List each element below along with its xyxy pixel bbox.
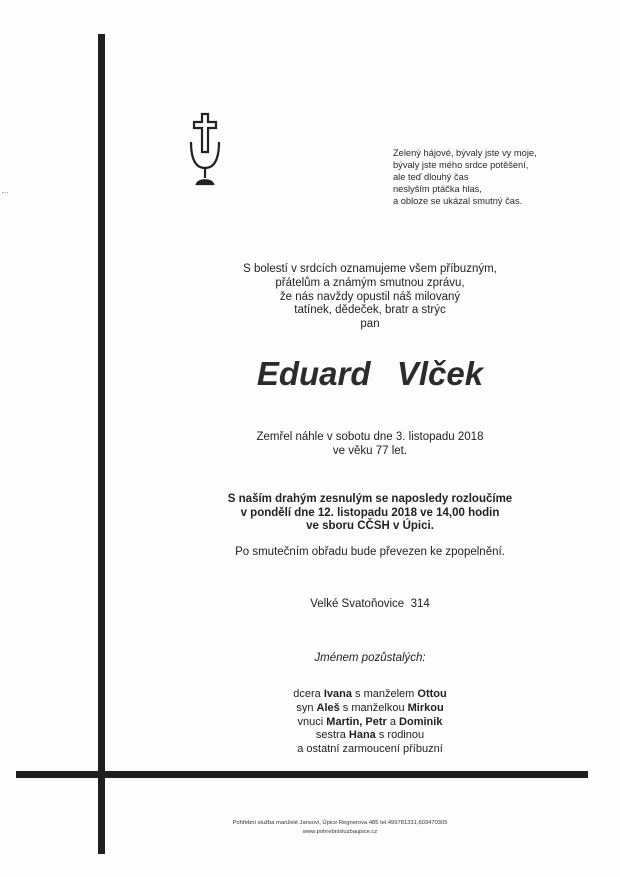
death-line: ve věku 77 let. — [332, 444, 408, 457]
mourner-name: Martin, Petr — [326, 715, 387, 728]
vertical-mourning-line — [98, 34, 105, 854]
relation: vnuci — [297, 715, 327, 728]
poem-line: bývaly jste mého srdce potěšení, — [393, 160, 529, 170]
relation: dcera — [293, 688, 324, 700]
intro-line: že nás navždy opustil náš milovaný — [279, 290, 461, 303]
intro-line: tatínek, dědeček, bratr a strýc — [294, 304, 446, 317]
death-info — [150, 431, 590, 459]
relation: s manželem — [351, 688, 418, 700]
death-line: Zemřel náhle v sobotu dne 3. listopadu 2018 — [256, 431, 484, 443]
mourner-line — [150, 702, 590, 716]
cremation-note: Po smutečním obřadu bude převezen ke zpopelnění. — [235, 546, 505, 558]
address: Velké Svatoňovice 314 — [310, 598, 430, 610]
relation: a — [386, 715, 400, 728]
poem-line: ale teď dlouhý čas — [393, 172, 469, 182]
mourner-name: Hana — [348, 729, 376, 742]
intro-line: přátelům a známým smutnou zprávu, — [275, 276, 465, 289]
farewell-line: ve sboru CČSH v Úpici. — [306, 520, 434, 532]
horizontal-mourning-line — [16, 771, 588, 778]
mourner-line — [150, 716, 590, 730]
announcement-intro — [150, 263, 590, 332]
mourner-line — [150, 729, 590, 743]
mourner-name: Ivana — [323, 688, 352, 700]
relation: s manželkou — [339, 701, 408, 714]
mourner-name: Mirkou — [407, 701, 444, 714]
scan-mark — [2, 192, 8, 197]
mourner-name: Aleš — [316, 701, 340, 714]
mourner-name: Dominik — [399, 715, 443, 728]
intro-line: S bolestí v srdcích oznamujeme všem příbuzným, — [243, 263, 497, 275]
mourner-name: Ottou — [417, 688, 447, 700]
relation: s rodinou — [375, 729, 425, 742]
relation: syn — [296, 701, 317, 714]
poem — [393, 147, 537, 207]
chalice-cross-icon — [188, 112, 222, 188]
on-behalf-heading: Jménem pozůstalých: — [314, 652, 426, 664]
poem-line: Zelený hájové, bývaly jste vy moje, — [393, 148, 537, 158]
funeral-service-footer — [150, 819, 530, 837]
footer-line: Pohřební služba manželé Jansovi, Úpice Regnerova 485 tel.499781331,603470305 — [232, 820, 448, 826]
footer-website: www.pohrebnisluzbaupice.cz — [302, 829, 378, 835]
mourners-list — [150, 688, 590, 757]
farewell-line: v pondělí dne 12. listopadu 2018 ve 14,00 hodin — [240, 506, 500, 519]
mourner-line — [150, 688, 590, 702]
mourner-line: a ostatní zarmoucení příbuzní — [297, 743, 443, 756]
poem-line: neslyším ptáčka hlas, — [393, 184, 482, 194]
deceased-name: Eduard Vlček — [256, 355, 484, 392]
poem-line: a obloze se ukázal smutný čas. — [393, 196, 523, 206]
farewell-line: S naším drahým zesnulým se naposledy rozloučíme — [227, 493, 513, 505]
farewell-info — [150, 493, 590, 534]
intro-line: pan — [360, 318, 380, 331]
relation: sestra — [315, 729, 349, 742]
